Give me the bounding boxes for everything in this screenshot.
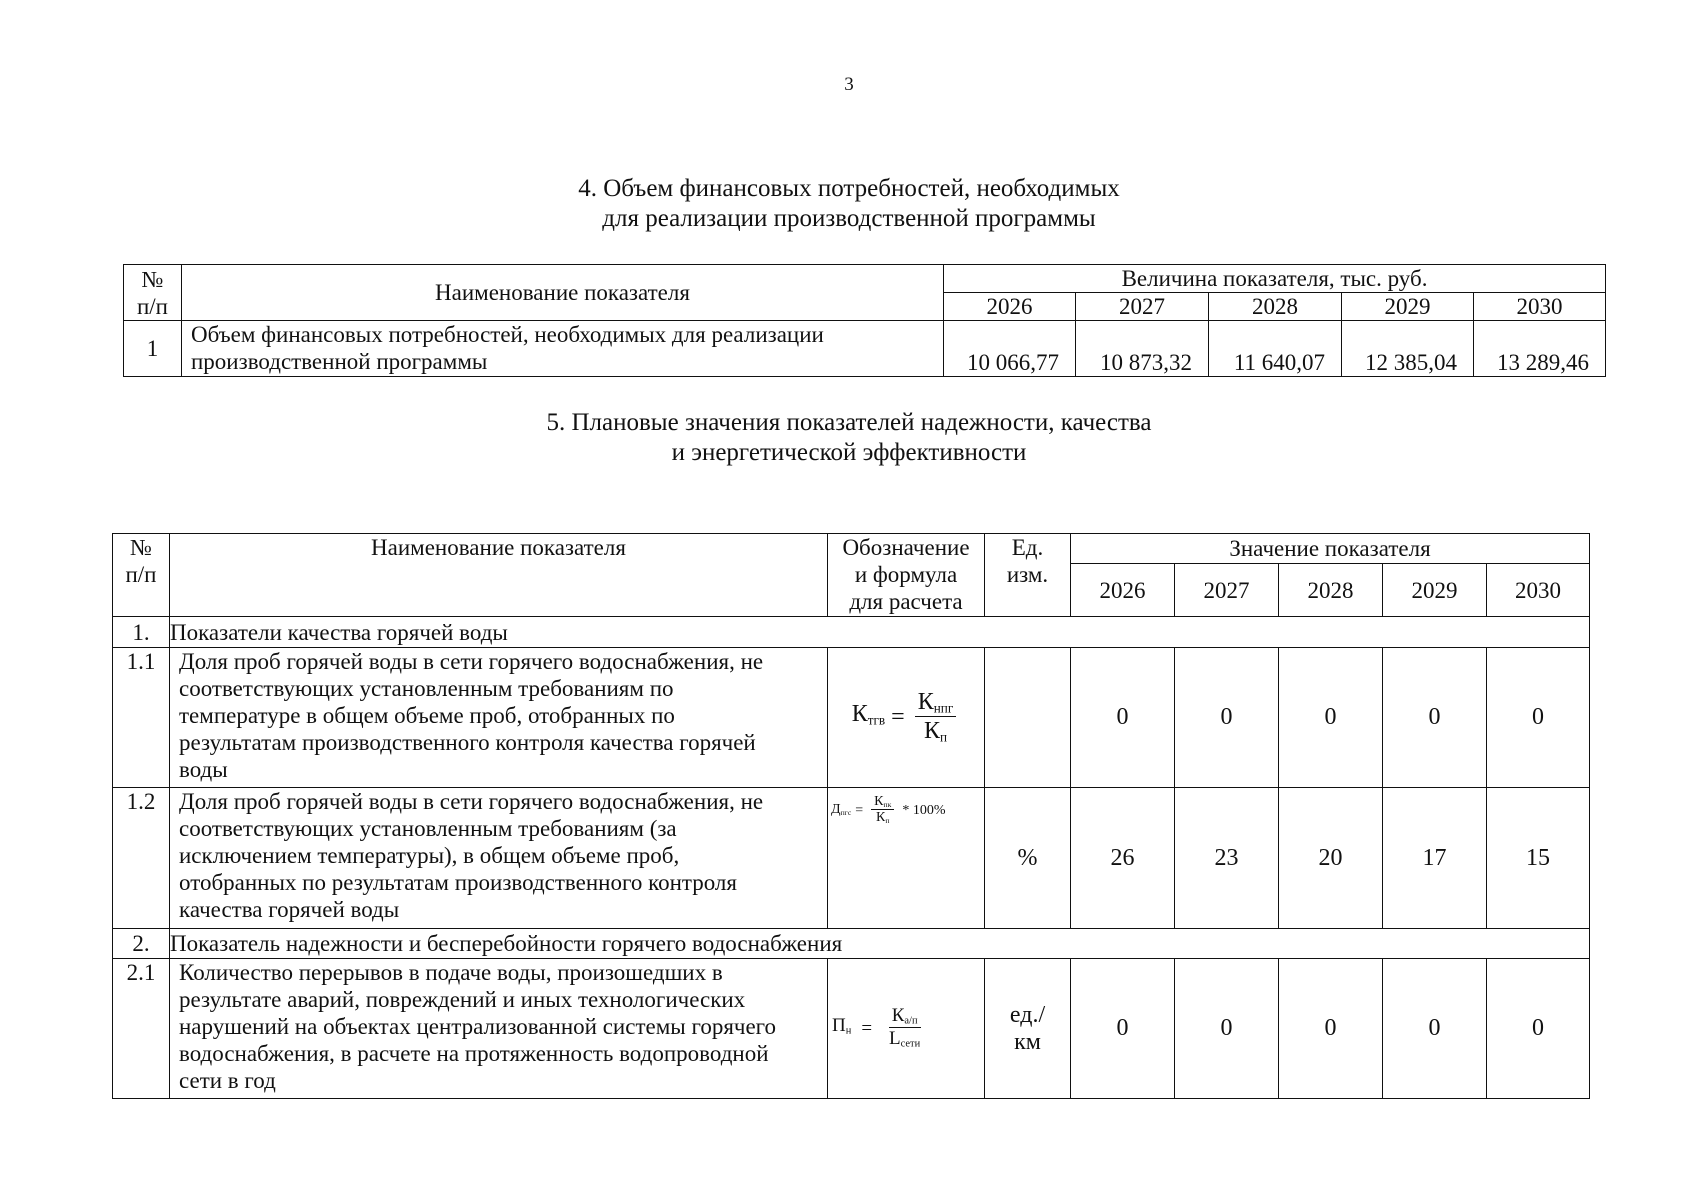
row-name-line: отобранных по результатам производственного контроля [179, 870, 737, 895]
group-num: 2. [113, 929, 170, 959]
group-title: Показатели качества горячей воды [170, 617, 1590, 648]
row-num: 1.2 [113, 788, 170, 929]
row-name-line: воды [179, 757, 228, 782]
header-num-cell [113, 534, 170, 617]
row-name-line: результате аварий, повреждений и иных технологических [179, 987, 746, 1012]
row-name [182, 321, 944, 377]
row-name [170, 959, 828, 1099]
table-row [113, 788, 1590, 929]
row-num: 2.1 [113, 959, 170, 1099]
header-formula-line-1: Обозначение [842, 535, 970, 560]
row-name-line: Количество перерывов в подаче воды, произошедших в [179, 960, 723, 985]
page-number: 3 [844, 74, 854, 95]
table-row [124, 321, 1606, 377]
row-name-line: нарушений на объектах централизованной системы горячего [179, 1014, 777, 1039]
row-value: 13 289,46 [1474, 321, 1606, 377]
formula-cell [828, 788, 985, 929]
header-year: 2027 [1175, 564, 1279, 617]
header-formula-line-2: и формула [854, 562, 958, 587]
row-name-line: исключением температуры), в общем объеме проб, [179, 843, 680, 868]
row-value: 0 [1279, 959, 1383, 1099]
row-value: 0 [1071, 648, 1175, 788]
row-name-line: Доля проб горячей воды в сети горячего водоснабжения, не [179, 789, 764, 814]
formula-lhs: К [851, 701, 868, 728]
row-name [170, 788, 828, 929]
section-4-title [0, 174, 1698, 234]
header-num-2: п/п [136, 293, 168, 319]
header-year: 2026 [944, 293, 1076, 321]
formula-num-sub: нпг [933, 700, 954, 716]
formula-cell [828, 648, 985, 788]
header-unit-line-1: Ед. [1011, 535, 1044, 560]
row-value: 0 [1279, 648, 1383, 788]
formula-den: К [876, 810, 886, 826]
header-year: 2028 [1279, 564, 1383, 617]
formula-d-pgs [828, 788, 984, 827]
header-value-group: Величина показателя, тыс. руб. [944, 265, 1606, 293]
header-num: № [141, 266, 164, 292]
formula-den-sub: сети [900, 1038, 921, 1050]
formula-tail: * 100% [902, 803, 946, 819]
section-5-title-line-1: 5. Плановые значения показателей надежности, качества [546, 409, 1152, 436]
formula-den: К [923, 718, 940, 744]
row-value: 0 [1383, 959, 1487, 1099]
row-unit [985, 959, 1071, 1099]
formula-lhs-sub: пгс [840, 807, 852, 817]
row-name-line: качества горячей воды [179, 897, 400, 922]
row-value: 10 066,77 [944, 321, 1076, 377]
header-year: 2029 [1342, 293, 1474, 321]
row-name-line: водоснабжения, в расчете на протяженность водопроводной [179, 1041, 769, 1066]
row-value: 0 [1071, 959, 1175, 1099]
formula-num: К [917, 689, 934, 716]
header-num-cell [124, 265, 182, 321]
row-value: 11 640,07 [1209, 321, 1342, 377]
formula-fraction [886, 1006, 923, 1051]
row-value: 10 873,32 [1076, 321, 1209, 377]
formula-p-n [828, 1006, 984, 1051]
formula-eq: = [855, 803, 864, 819]
formula-k-tgv [828, 689, 984, 746]
header-value-group: Значение показателя [1071, 534, 1590, 564]
section-4-title-line-1: 4. Объем финансовых потребностей, необходимых [578, 175, 1120, 202]
row-name-line: Доля проб горячей воды в сети горячего водоснабжения, не [179, 649, 764, 674]
group-title: Показатель надежности и бесперебойности горячего водоснабжения [170, 929, 1590, 959]
group-num: 1. [113, 617, 170, 648]
formula-eq: = [861, 1017, 873, 1039]
table-row [113, 648, 1590, 788]
row-name-line: результатам производственного контроля качества горячей [179, 730, 756, 755]
row-unit-line-1: ед./ [1009, 1001, 1046, 1028]
row-value: 20 [1279, 788, 1383, 929]
formula-lhs: Д [831, 801, 841, 817]
header-num-2: п/п [125, 562, 157, 587]
formula-lhs-sub: тгв [867, 712, 886, 728]
row-name-line: соответствующих установленным требованиям (за [179, 816, 677, 841]
section-5-title-line-2: и энергетической эффективности [671, 439, 1027, 466]
header-year: 2028 [1209, 293, 1342, 321]
section-5-title [0, 409, 1698, 468]
formula-cell [828, 959, 985, 1099]
formula-num: К [874, 794, 884, 809]
row-num: 1 [124, 321, 182, 377]
row-unit-line-2: км [1014, 1028, 1041, 1055]
row-value: 0 [1487, 959, 1590, 1099]
row-name [170, 648, 828, 788]
header-unit-line-2: изм. [1006, 562, 1049, 587]
row-name-line-2: производственной программы [191, 349, 488, 374]
group-row [113, 929, 1590, 959]
row-name-line: сети в год [179, 1068, 276, 1093]
formula-den-sub: п [885, 816, 890, 826]
row-value: 17 [1383, 788, 1487, 929]
row-name-line: соответствующих установленным требованиям по [179, 676, 674, 701]
formula-fraction [915, 689, 957, 746]
header-year: 2030 [1487, 564, 1590, 617]
row-value: 0 [1175, 959, 1279, 1099]
table-row [113, 959, 1590, 1099]
row-unit: % [985, 788, 1071, 929]
row-value: 15 [1487, 788, 1590, 929]
row-value: 0 [1383, 648, 1487, 788]
row-value: 26 [1071, 788, 1175, 929]
header-unit [985, 534, 1071, 617]
header-name: Наименование показателя [170, 534, 828, 617]
financial-needs-table [123, 264, 1606, 377]
header-formula [828, 534, 985, 617]
formula-den-sub: п [939, 729, 948, 745]
formula-num-sub: а/п [904, 1015, 918, 1027]
row-value: 0 [1487, 648, 1590, 788]
formula-fraction [871, 794, 894, 827]
row-value: 23 [1175, 788, 1279, 929]
row-value: 12 385,04 [1342, 321, 1474, 377]
formula-num: К [891, 1004, 905, 1026]
row-num: 1.1 [113, 648, 170, 788]
formula-den: L [889, 1027, 901, 1049]
formula-num-sub: пк [883, 799, 892, 809]
header-name: Наименование показателя [182, 265, 944, 321]
row-unit [985, 648, 1071, 788]
header-year: 2030 [1474, 293, 1606, 321]
group-row [113, 617, 1590, 648]
header-num: № [130, 535, 152, 560]
header-year: 2029 [1383, 564, 1487, 617]
formula-eq: = [891, 703, 905, 730]
section-4-title-line-2: для реализации производственной программы [602, 205, 1096, 232]
formula-lhs: П [832, 1015, 846, 1037]
row-value: 0 [1175, 648, 1279, 788]
formula-lhs-sub: н [845, 1025, 852, 1037]
header-year: 2026 [1071, 564, 1175, 617]
header-year: 2027 [1076, 293, 1209, 321]
row-name-line-1: Объем финансовых потребностей, необходимых для реализации [191, 322, 824, 347]
row-name-line: температуре в общем объеме проб, отобранных по [179, 703, 675, 728]
indicators-table [112, 533, 1590, 1099]
header-formula-line-3: для расчета [849, 589, 963, 614]
